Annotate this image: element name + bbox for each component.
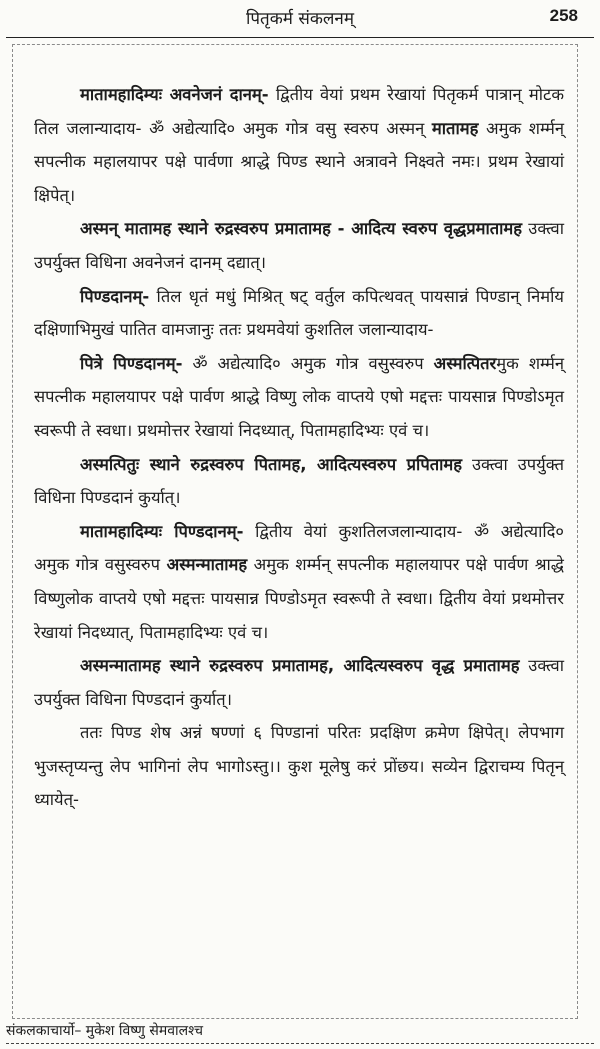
paragraph	[34, 78, 564, 212]
text-run: अमुक शर्म्मन् सपत्नीक महालयापर पक्षे पार्वणा श्राद्धे पिण्ड स्थाने अत्रावने निक्ष्वते नमः। प्रथम रेखायां क्षिपेत्।	[34, 118, 564, 205]
bold-phrase: पित्रे पिण्डदानम्-	[80, 353, 183, 373]
book-title: पितृकर्म संकलनम्	[245, 9, 355, 29]
text-run: उक्त्वा उपर्युक्त विधिना अवनेजनं दानम् दद्यात्।	[34, 219, 565, 272]
text-run: ततः पिण्ड शेष अन्नं षण्णां ६ पिण्डानां परितः प्रदक्षिण क्रमेण क्षिपेत्। लेपभाग भुजस्तृप्यन्तु लेप भागिनां लेप भागोऽस्तु।। कुश मूलेषु करं प्रोंछय। सव्येन द्विराचम्य पितृन् ध्यायेत्-	[34, 723, 564, 810]
paragraph-indent	[34, 287, 80, 306]
text-run: द्वितीय वेयां कुशतिलजलान्यादाय- ॐ अद्येत्यादि० अमुक गोत्र वसुस्वरुप	[34, 521, 565, 575]
paragraph-indent	[34, 219, 80, 238]
header-rule	[6, 37, 594, 38]
paragraph-indent	[34, 522, 80, 541]
paragraph-indent	[34, 656, 80, 675]
text-run: उक्त्वा उपर्युक्त विधिना पिण्डदानं कुर्यात्।	[34, 656, 564, 709]
page-header	[0, 0, 600, 40]
bold-phrase: अस्मन्मातामह स्थाने रुद्रस्वरुप प्रमातामह, आदित्यस्वरुप वृद्ध प्रमातामह	[80, 656, 520, 676]
paragraph	[34, 347, 564, 448]
paragraph	[34, 280, 564, 347]
bold-phrase: पिण्डदानम्-	[80, 286, 150, 306]
bold-phrase: अस्मत्पितुः स्थाने रुद्रस्वरुप पितामह, आदित्यस्वरुप प्रपितामह	[80, 454, 462, 474]
bold-phrase: अस्मन्मातामह	[166, 555, 248, 575]
text-run: मुक शर्म्मन् सपत्नीक महालयापर पक्षे पार्वण श्राद्धे विष्णु लोक वाप्तये एषो मद्दत्तः पायसान्न पिण्डोऽमृत स्वरूपी ते स्वधा। प्रथमोत्तर रेखायां निदध्यात्, पितामहादिभ्यः एवं च।	[34, 353, 564, 440]
paragraph-indent	[34, 354, 80, 373]
bold-phrase: मातामहादिम्यः अवनेजनं दानम्-	[80, 85, 269, 104]
paragraph	[34, 649, 564, 716]
bold-phrase: मातामह	[431, 118, 479, 138]
paragraph	[34, 515, 564, 649]
page-body	[34, 78, 564, 817]
paragraph-indent	[34, 85, 80, 104]
paragraph	[34, 212, 564, 279]
bold-phrase: अस्मन् मातामह स्थाने रुद्रस्वरुप प्रमातामह - आदित्य स्वरुप वृद्धप्रमातामह	[80, 219, 523, 239]
text-run: अमुक शर्म्मन् सपत्नीक महालयापर पक्षे पार्वण श्राद्धे विष्णुलोक वाप्तये एषो मद्दत्तः पायसान्न पिण्डोऽमृत स्वरूपी ते स्वधा। द्वितीय वेयां प्रथमोत्तर रेखायां निदध्यात्, पितामहादिभ्यः एवं च।	[34, 555, 564, 642]
text-run: तिल धृतं मधुं मिश्रित् षट् वर्तुल कपित्थवत् पायसान्नं पिण्डान् निर्माय दक्षिणाभिमुखं पातित वामजानुः ततः प्रथमवेयां कुशतिल जलान्यादाय-	[34, 286, 564, 340]
paragraph-indent	[34, 455, 80, 474]
paragraph	[34, 716, 564, 817]
paragraph-indent	[34, 723, 80, 742]
bold-phrase: मातामहादिम्यः पिण्डदानम्-	[80, 521, 244, 541]
text-run: उक्त्वा उपर्युक्त विधिना पिण्डदानं कुर्यात्।	[34, 454, 564, 508]
text-run: द्वितीय वेयां प्रथम रेखायां पितृकर्म पात्रान् मोटक तिल जलान्यादाय- ॐ अद्येत्यादि० अमुक गोत्र वसु स्वरुप अस्मन्	[34, 85, 564, 138]
footer-rule	[6, 1043, 594, 1044]
text-run: ॐ अद्येत्यादि० अमुक गोत्र वसुस्वरुप	[182, 353, 434, 373]
page-number: 258	[549, 6, 578, 25]
footer-credit: संकलकाचार्यो– मुकेश विष्णु सेमवालश्च	[6, 1023, 203, 1039]
bold-phrase: अस्मत्पितर	[433, 353, 497, 373]
paragraph	[34, 448, 564, 515]
